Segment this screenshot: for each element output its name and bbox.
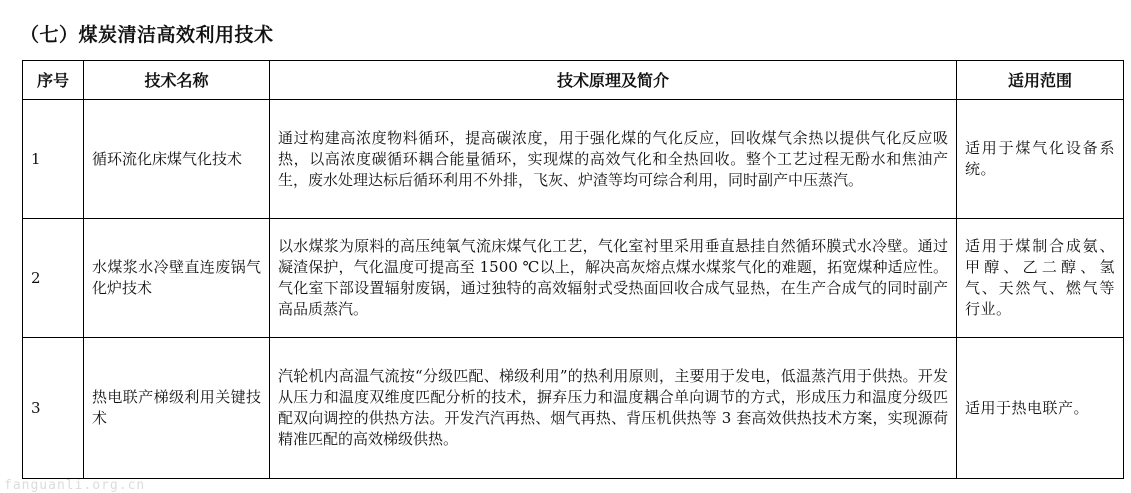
row-serial: 1 <box>23 100 84 219</box>
table-row <box>23 219 1124 338</box>
row-tech-name: 水煤浆水冷壁直连废锅气化炉技术 <box>84 219 270 338</box>
row-principle: 通过构建高浓度物料循环，提高碳浓度，用于强化煤的气化反应，回收煤气余热以提供气化反应吸热，以高浓度碳循环耦合能量循环，实现煤的高效气化和全热回收。整个工艺过程无酚水和焦油产生，废水处理达标后循环利用不外排，飞灰、炉渣等均可综合利用，同时副产中压蒸汽。 <box>270 100 957 219</box>
header-scope: 适用范围 <box>957 61 1124 100</box>
header-serial: 序号 <box>23 61 84 100</box>
row-tech-name: 热电联产梯级利用关键技术 <box>84 338 270 479</box>
technology-table <box>22 60 1124 479</box>
table-header-row <box>23 61 1124 100</box>
table-row <box>23 100 1124 219</box>
section-title: （七）煤炭清洁高效利用技术 <box>20 24 274 46</box>
row-principle: 汽轮机内高温气流按“分级匹配、梯级利用”的热利用原则，主要用于发电，低温蒸汽用于供热。开发从压力和温度双维度匹配分析的技术，摒弃压力和温度耦合单向调节的方式，形成压力和温度分级匹配双向调控的供热方法。开发汽汽再热、烟气再热、背压机供热等 3 套高效供热技术方案，实现源荷精准匹配的高效梯级供热。 <box>270 338 957 479</box>
row-tech-name: 循环流化床煤气化技术 <box>84 100 270 219</box>
row-serial: 2 <box>23 219 84 338</box>
row-scope: 适用于煤气化设备系统。 <box>957 100 1124 219</box>
header-principle: 技术原理及简介 <box>270 61 957 100</box>
watermark: fanguanli.org.cn <box>4 478 146 493</box>
row-serial: 3 <box>23 338 84 479</box>
header-tech-name: 技术名称 <box>84 61 270 100</box>
table-row <box>23 338 1124 479</box>
row-scope: 适用于煤制合成氨、甲醇、乙二醇、氢气、天然气、燃气等行业。 <box>957 219 1124 338</box>
row-scope: 适用于热电联产。 <box>957 338 1124 479</box>
row-principle: 以水煤浆为原料的高压纯氧气流床煤气化工艺，气化室衬里采用垂直悬挂自然循环膜式水冷壁。通过凝渣保护，气化温度可提高至 1500 ℃以上，解决高灰熔点煤水煤浆气化的难题，拓宽煤种适应性。气化室下部设置辐射废锅，通过独特的高效辐射式受热面回收合成气显热，在生产合成气的同时副产高品质蒸汽。 <box>270 219 957 338</box>
